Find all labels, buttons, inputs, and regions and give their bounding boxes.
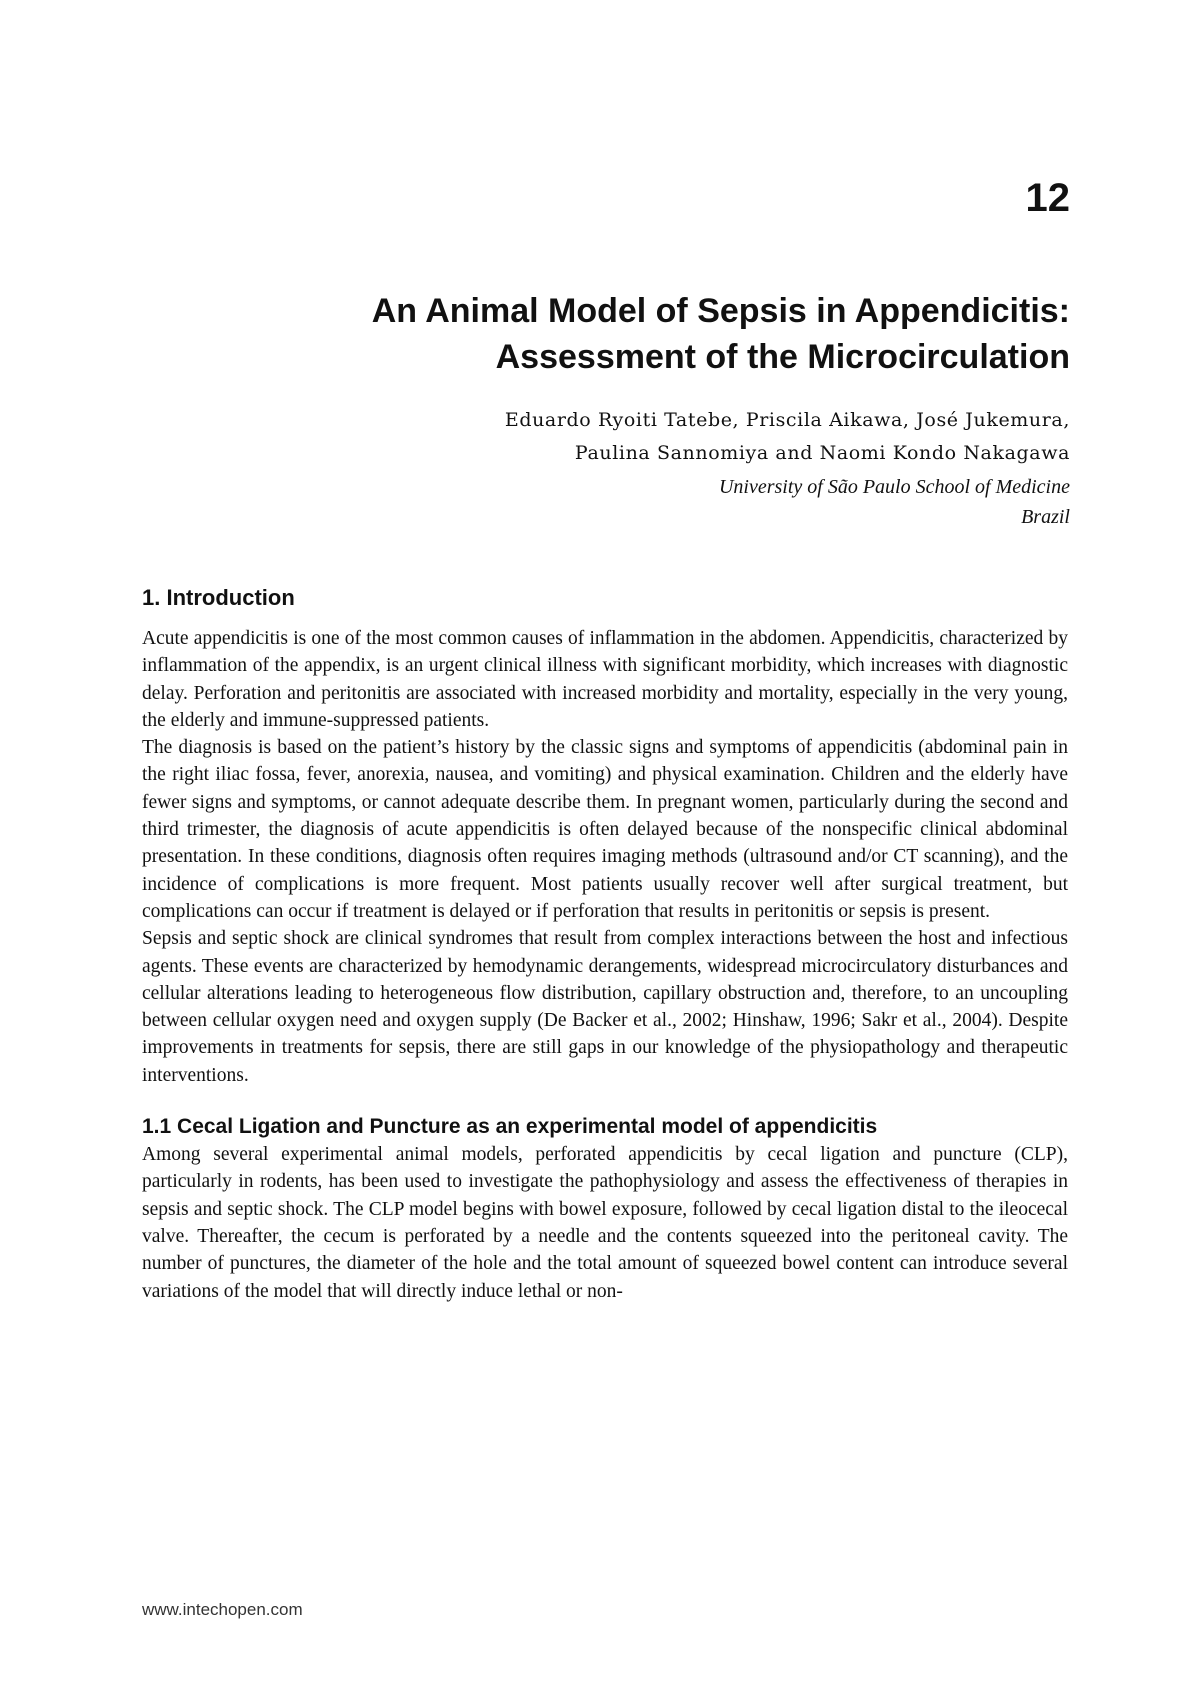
subsection-heading-clp: 1.1 Cecal Ligation and Puncture as an experimental model of appendicitis — [142, 1115, 878, 1139]
body-content — [142, 583, 1068, 1305]
section-heading-introduction: 1. Introduction — [142, 585, 295, 610]
author-line: Paulina Sannomiya and Naomi Kondo Nakagawa — [574, 442, 1070, 464]
chapter-title-line: An Animal Model of Sepsis in Appendicitis: — [371, 292, 1070, 330]
affiliation — [170, 472, 1070, 532]
chapter-title — [170, 288, 1070, 380]
paragraph: Among several experimental animal models, perforated appendicitis by cecal ligation and puncture (CLP), particularly in rodents, has been used to investigate the pathophysiology and assess the effectiveness of therapies in sepsis and septic shock. The CLP model begins with bowel exposure, followed by cecal ligation distal to the ileocecal valve. Thereafter, the cecum is perforated by a needle and the contents squeezed into the peritoneal cavity. The number of punctures, the diameter of the hole and the total amount of squeezed bowel content can introduce several variations of the model that will directly induce lethal or non- — [142, 1144, 1068, 1302]
paragraph: Acute appendicitis is one of the most common causes of inflammation in the abdomen. Appendicitis, characterized by inflammation of the appendix, is an urgent clinical illness with significant morbidity, which increases with diagnostic delay. Perforation and peritonitis are associated with increased morbidity and mortality, especially in the very young, the elderly and immune-suppressed patients. — [142, 628, 1068, 731]
chapter-number: 12 — [1025, 176, 1070, 220]
footer-url: www.intechopen.com — [142, 1600, 303, 1619]
paragraph: The diagnosis is based on the patient’s history by the classic signs and symptoms of appendicitis (abdominal pain in the right iliac fossa, fever, anorexia, nausea, and vomiting) and physical examination. Children and the elderly have fewer signs and symptoms, or cannot adequate describe them. In pregnant women, particularly during the second and third trimester, the diagnosis of acute appendicitis is often delayed because of the nonspecific clinical abdominal presentation. In these conditions, diagnosis often requires imaging methods (ultrasound and/or CT scanning), and the incidence of complications is more frequent. Most patients usually recover well after surgical treatment, but complications can occur if treatment is delayed or if perforation that results in peritonitis or sepsis is present. — [142, 737, 1068, 922]
author-list — [170, 404, 1070, 470]
affiliation-institution: University of São Paulo School of Medicine — [718, 476, 1070, 498]
paragraph: Sepsis and septic shock are clinical syndromes that result from complex interactions between the host and infectious agents. These events are characterized by hemodynamic derangements, widespread microcirculatory disturbances and cellular alterations leading to heterogeneous flow distribution, capillary obstruction and, therefore, to an uncoupling between cellular oxygen need and oxygen supply (De Backer et al., 2002; Hinshaw, 1996; Sakr et al., 2004). Despite improvements in treatments for sepsis, there are still gaps in our knowledge of the physiopathology and therapeutic interventions. — [142, 928, 1068, 1086]
author-line: Eduardo Ryoiti Tatebe, Priscila Aikawa, José Jukemura, — [504, 409, 1070, 431]
chapter-title-line: Assessment of the Microcirculation — [495, 338, 1070, 376]
affiliation-country: Brazil — [1021, 506, 1070, 528]
